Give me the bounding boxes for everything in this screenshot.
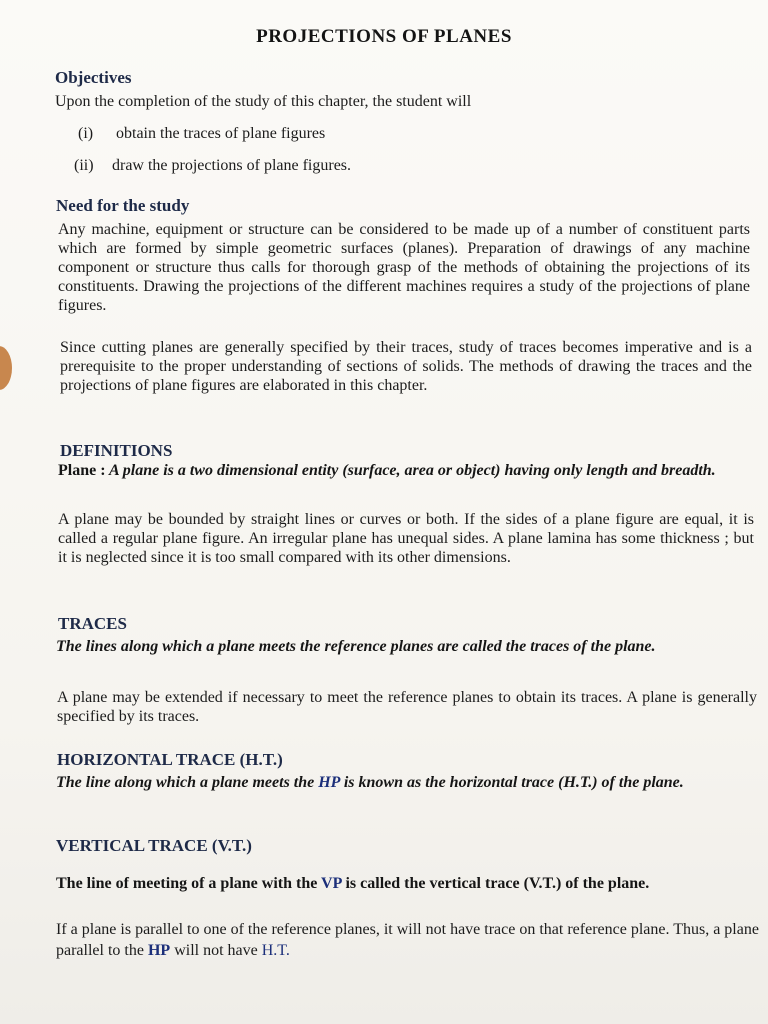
vt-para-part-a: If a plane is parallel to one of the reference planes, it will not have trace on that reference plane. Thus, a plane parallel to the — [56, 921, 759, 959]
vp-term: VP — [321, 875, 342, 892]
plane-paragraph: A plane may be bounded by straight lines or curves or both. If the sides of a plane figure are equal, it is called a regular plane figure. An irregular plane has unequal sides. A plane lamina has some thickness ; but it is neglected since it is too small compared with its other dimensions. — [58, 511, 754, 566]
objective-number: (i) — [78, 125, 94, 142]
objective-item-1 — [78, 125, 325, 143]
objective-number: (ii) — [74, 157, 94, 174]
need-paragraph-1: Any machine, equipment or structure can be considered to be made up of a number of constituent parts which are formed by simple geometric surfaces (planes). Preparation of drawings of any machine component or structure thus calls for thorough grasp of the methods of obtaining the projections of its constituents. Drawing the projections of the different machines requires a study of the projections of plane figures. — [58, 221, 750, 314]
thumb-shadow — [0, 346, 12, 390]
ht-def-part-a: The line along which a plane meets the — [56, 774, 319, 791]
vt-para-part-b: will not have — [170, 942, 262, 959]
need-paragraph-2: Since cutting planes are generally specified by their traces, study of traces becomes imperative and is a prerequisite to the proper understanding of sections of solids. The methods of drawing the traces and the projections of plane figures are elaborated in this chapter. — [60, 339, 752, 394]
horizontal-trace-heading: HORIZONTAL TRACE (H.T.) — [57, 750, 283, 769]
vertical-trace-paragraph — [56, 919, 762, 961]
traces-definition: The lines along which a plane meets the reference planes are called the traces of the plane. — [56, 638, 656, 655]
objective-text: draw the projections of plane figures. — [112, 157, 352, 174]
horizontal-trace-definition — [56, 772, 758, 794]
traces-paragraph: A plane may be extended if necessary to meet the reference planes to obtain its traces. A plane is generally specified by its traces. — [57, 689, 757, 725]
plane-definition — [58, 460, 754, 482]
vt-def-part-a: The line of meeting of a plane with the — [56, 875, 322, 892]
ht-def-part-b: is known as the horizontal trace (H.T.) of the plane. — [339, 774, 684, 791]
vt-def-part-b: is called the vertical trace (V.T.) of the plane. — [341, 875, 650, 892]
objective-text: obtain the traces of plane figures — [116, 125, 326, 142]
hp-term: HP — [318, 774, 340, 791]
vertical-trace-definition — [56, 873, 746, 895]
traces-heading: TRACES — [58, 614, 127, 633]
plane-definition-text: A plane is a two dimensional entity (surface, area or object) having only length and breadth. — [108, 462, 716, 479]
definitions-heading: DEFINITIONS — [60, 441, 173, 460]
objective-item-2 — [74, 157, 351, 175]
objectives-heading: Objectives — [55, 68, 132, 87]
plane-lead: Plane : — [58, 462, 106, 479]
objectives-intro: Upon the completion of the study of this chapter, the student will — [55, 93, 472, 110]
vertical-trace-heading: VERTICAL TRACE (V.T.) — [56, 836, 252, 855]
ht-term: H.T. — [261, 942, 290, 959]
need-heading: Need for the study — [56, 196, 190, 215]
page-title: PROJECTIONS OF PLANES — [256, 26, 512, 47]
hp-term: HP — [147, 942, 171, 959]
